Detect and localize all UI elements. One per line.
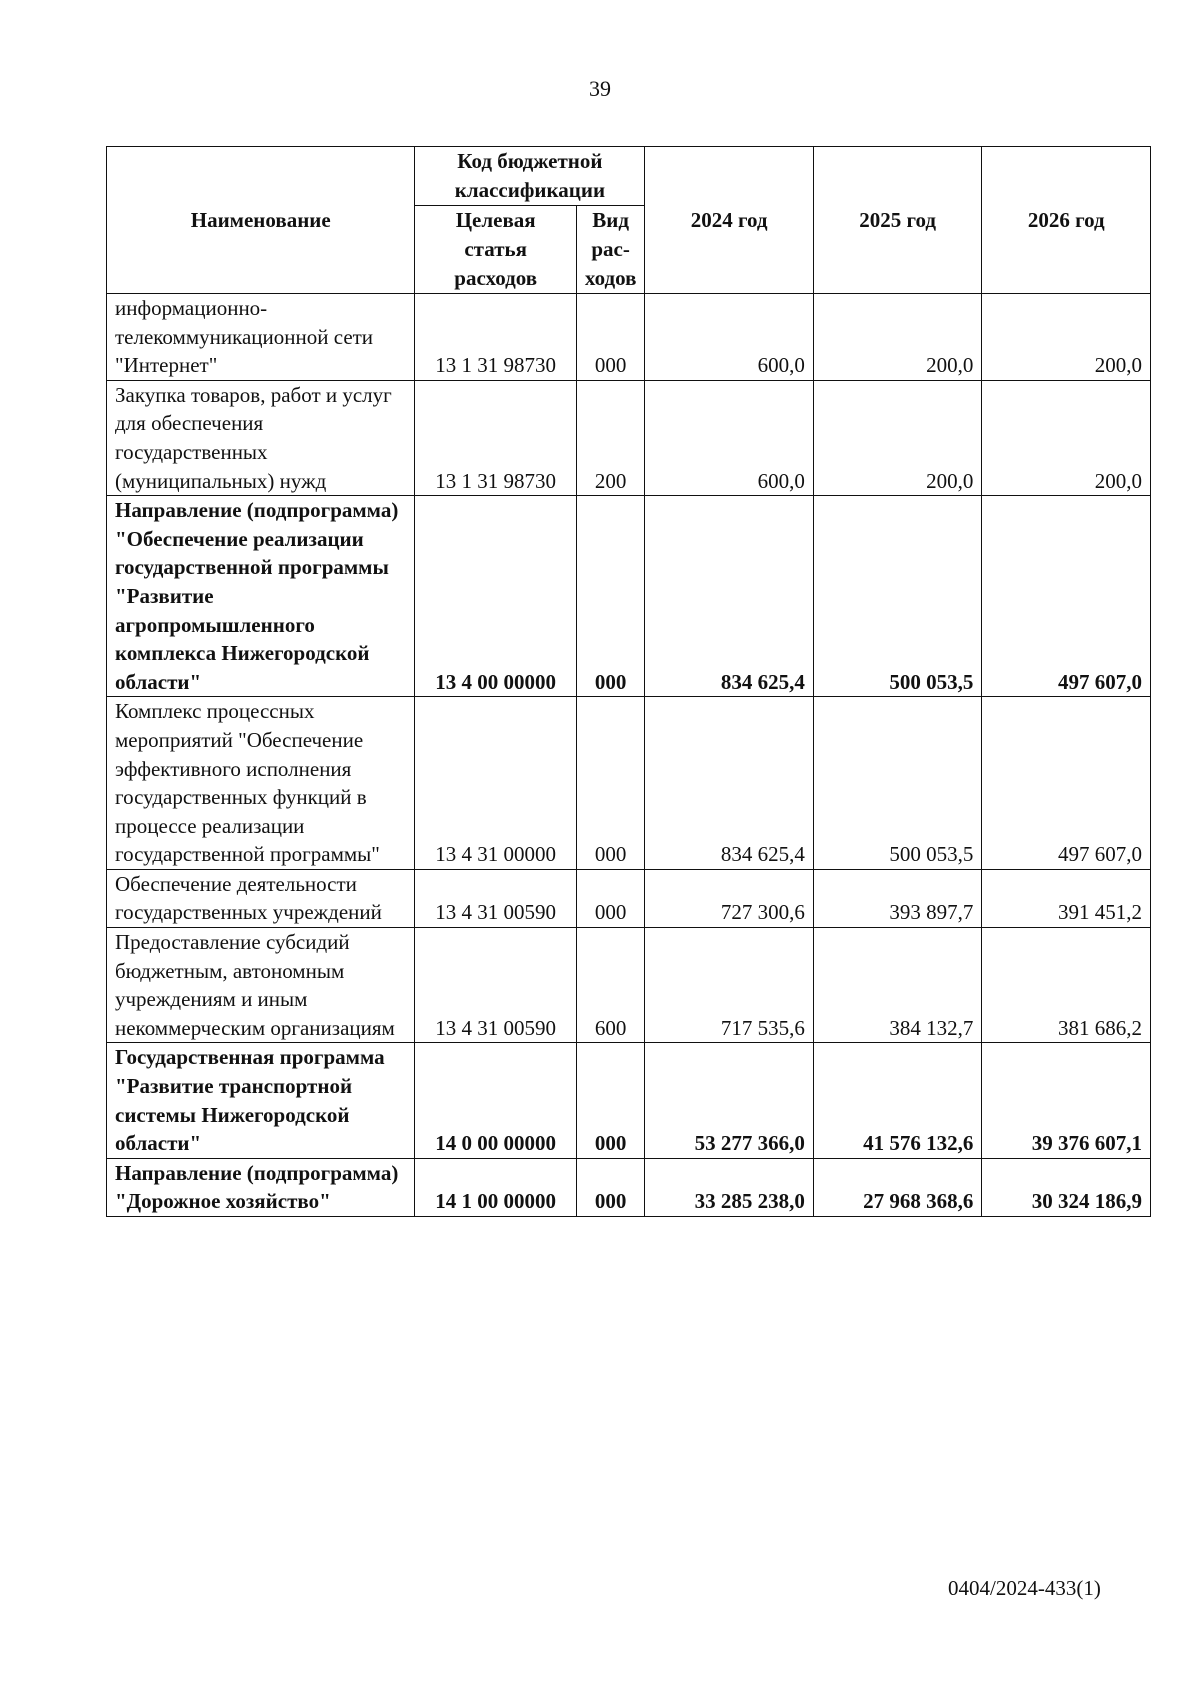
row-expense-kind: 000 <box>576 1158 644 1216</box>
row-amount-2025: 41 576 132,6 <box>813 1043 982 1158</box>
row-target-code: 13 4 31 00590 <box>415 869 576 927</box>
row-amount-2026: 200,0 <box>982 294 1151 381</box>
row-amount-2024: 727 300,6 <box>645 869 814 927</box>
row-target-code: 13 4 31 00000 <box>415 697 576 870</box>
page-number: 39 <box>589 76 611 101</box>
table-row <box>107 1043 1151 1158</box>
row-amount-2026: 497 607,0 <box>982 496 1151 697</box>
header-code-group: Код бюджетной классификации <box>415 147 645 206</box>
row-target-code: 13 4 31 00590 <box>415 928 576 1043</box>
row-target-code: 13 4 00 00000 <box>415 496 576 697</box>
table-row <box>107 869 1151 927</box>
row-expense-kind: 200 <box>576 380 644 495</box>
header-row <box>107 147 1151 206</box>
table-row <box>107 697 1151 870</box>
row-amount-2025: 200,0 <box>813 380 982 495</box>
row-amount-2025: 27 968 368,6 <box>813 1158 982 1216</box>
row-name: Обеспечение деятельности государственных учреждений <box>107 869 415 927</box>
row-name: Предоставление субсидий бюджетным, автономным учреждениям и иным некоммерческим организациям <box>107 928 415 1043</box>
row-amount-2026: 391 451,2 <box>982 869 1151 927</box>
row-name: Закупка товаров, работ и услуг для обеспечения государственных (муниципальных) нужд <box>107 380 415 495</box>
row-expense-kind: 000 <box>576 496 644 697</box>
row-name: Направление (подпрограмма) "Обеспечение реализации государственной программы "Развитие агропромышленного комплекса Нижегородской области" <box>107 496 415 697</box>
row-name: Направление (подпрограмма) "Дорожное хозяйство" <box>107 1158 415 1216</box>
header-year-2024: 2024 год <box>645 147 814 294</box>
row-amount-2025: 500 053,5 <box>813 496 982 697</box>
row-name: Комплекс процессных мероприятий "Обеспечение эффективного исполнения государственных функций в процессе реализации государственной программы" <box>107 697 415 870</box>
row-amount-2025: 200,0 <box>813 294 982 381</box>
table-row <box>107 496 1151 697</box>
row-target-code: 13 1 31 98730 <box>415 380 576 495</box>
row-expense-kind: 000 <box>576 697 644 870</box>
row-expense-kind: 000 <box>576 869 644 927</box>
row-expense-kind: 600 <box>576 928 644 1043</box>
row-amount-2024: 717 535,6 <box>645 928 814 1043</box>
header-year-2025: 2025 год <box>813 147 982 294</box>
table-row <box>107 380 1151 495</box>
document-code: 0404/2024-433(1) <box>948 1576 1101 1600</box>
row-target-code: 14 0 00 00000 <box>415 1043 576 1158</box>
row-amount-2026: 39 376 607,1 <box>982 1043 1151 1158</box>
header-year-2026: 2026 год <box>982 147 1151 294</box>
row-target-code: 14 1 00 00000 <box>415 1158 576 1216</box>
row-amount-2025: 393 897,7 <box>813 869 982 927</box>
header-expense-kind: Вид рас-ходов <box>576 206 644 294</box>
row-expense-kind: 000 <box>576 1043 644 1158</box>
row-amount-2026: 200,0 <box>982 380 1151 495</box>
budget-table <box>106 146 1151 1217</box>
row-amount-2024: 53 277 366,0 <box>645 1043 814 1158</box>
table-row <box>107 294 1151 381</box>
row-name: Государственная программа "Развитие транспортной системы Нижегородской области" <box>107 1043 415 1158</box>
row-name: информационно-телекоммуникационной сети "Интернет" <box>107 294 415 381</box>
row-amount-2025: 500 053,5 <box>813 697 982 870</box>
row-amount-2024: 600,0 <box>645 380 814 495</box>
row-amount-2024: 834 625,4 <box>645 697 814 870</box>
header-target-article: Целевая статья расходов <box>415 206 576 294</box>
row-amount-2024: 33 285 238,0 <box>645 1158 814 1216</box>
row-amount-2024: 834 625,4 <box>645 496 814 697</box>
row-expense-kind: 000 <box>576 294 644 381</box>
row-amount-2026: 381 686,2 <box>982 928 1151 1043</box>
header-name: Наименование <box>107 147 415 294</box>
row-amount-2026: 497 607,0 <box>982 697 1151 870</box>
row-target-code: 13 1 31 98730 <box>415 294 576 381</box>
row-amount-2025: 384 132,7 <box>813 928 982 1043</box>
table-row <box>107 1158 1151 1216</box>
row-amount-2024: 600,0 <box>645 294 814 381</box>
table-row <box>107 928 1151 1043</box>
row-amount-2026: 30 324 186,9 <box>982 1158 1151 1216</box>
